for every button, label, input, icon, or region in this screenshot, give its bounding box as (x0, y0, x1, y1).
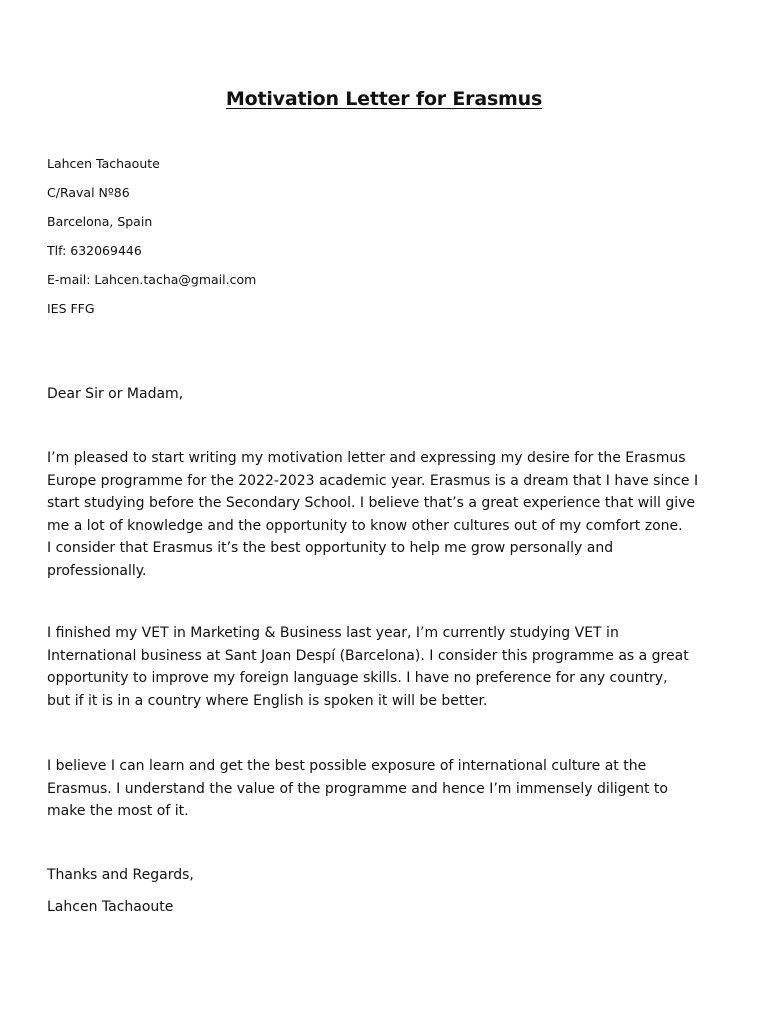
paragraph-line: Erasmus. I understand the value of the programme and hence I’m immensely diligent to (47, 780, 668, 797)
letter-title: Motivation Letter for Erasmus (225, 88, 543, 110)
paragraph-line: make the most of it. (47, 803, 189, 819)
paragraph-line: professionally. (47, 562, 147, 579)
paragraph-line: I believe I can learn and get the best possible exposure of international culture at the (47, 758, 647, 774)
sender-address: C/Raval Nº86 (47, 185, 130, 200)
sender-email: E-mail: Lahcen.tacha@gmail.com (47, 272, 257, 287)
body-paragraph-3 (47, 755, 737, 823)
sender-city: Barcelona, Spain (47, 214, 153, 229)
sender-school: IES FFG (47, 301, 95, 316)
paragraph-line: I consider that Erasmus it’s the best opportunity to help me grow personally and (47, 540, 614, 556)
paragraph-line: I’m pleased to start writing my motivation letter and expressing my desire for the Erasmus (47, 450, 686, 466)
paragraph-line: International business at Sant Joan Despí (Barcelona). I consider this programme as a great (47, 647, 689, 664)
paragraph-line: I finished my VET in Marketing & Business last year, I’m currently studying VET in (47, 625, 619, 641)
body-paragraph-1 (47, 447, 737, 582)
paragraph-line: but if it is in a country where English is spoken it will be better. (47, 692, 488, 709)
salutation: Dear Sir or Madam, (47, 386, 184, 402)
sender-block (47, 154, 697, 328)
body-paragraph-2 (47, 622, 737, 712)
signature-name: Lahcen Tachaoute (47, 899, 174, 915)
sender-name: Lahcen Tachaoute (47, 156, 160, 171)
paragraph-line: me a lot of knowledge and the opportunity to know other cultures out of my comfort zone. (47, 517, 683, 534)
closing: Thanks and Regards, (47, 867, 194, 883)
sender-phone: Tlf: 632069446 (47, 243, 142, 258)
paragraph-line: Europe programme for the 2022-2023 academic year. Erasmus is a dream that I have since I (47, 472, 699, 489)
paragraph-line: opportunity to improve my foreign language skills. I have no preference for any country, (47, 670, 668, 686)
paragraph-line: start studying before the Secondary School. I believe that’s a great experience that will give (47, 495, 695, 511)
